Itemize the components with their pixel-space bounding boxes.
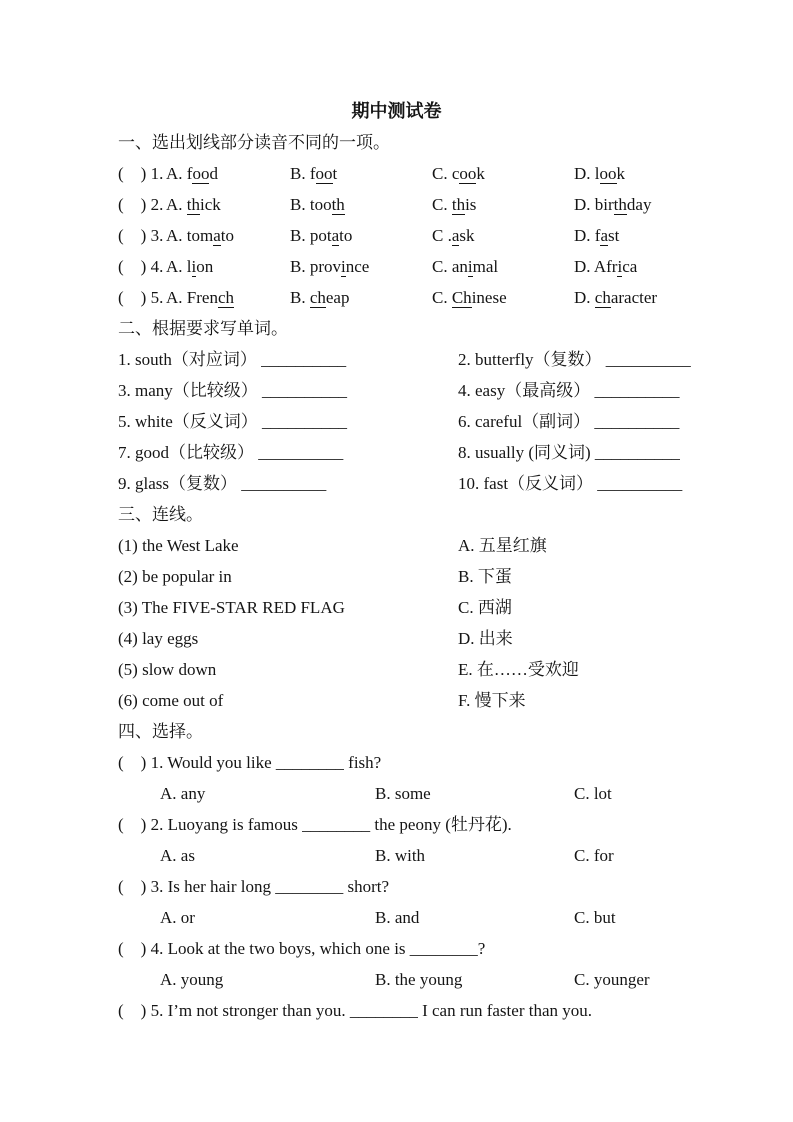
matching-row bbox=[0, 561, 793, 592]
word-underlined: i bbox=[617, 257, 623, 276]
matching-left-item: (5) slow down bbox=[118, 660, 217, 679]
word-underlined: i bbox=[191, 257, 197, 276]
word-post: aracter bbox=[610, 288, 658, 307]
matching-row bbox=[0, 592, 793, 623]
matching-left-item: (4) lay eggs bbox=[118, 629, 199, 648]
word-item: 8. usually (同义词) __________ bbox=[458, 443, 680, 462]
word-post: sk bbox=[459, 226, 475, 245]
word-item: 4. easy（最高级） __________ bbox=[458, 381, 680, 400]
answer-paren: ( ) 1. bbox=[118, 164, 164, 183]
word-pre: f bbox=[186, 164, 193, 183]
option-label: B. bbox=[290, 195, 310, 214]
option-c bbox=[432, 282, 574, 313]
option-label: D. bbox=[574, 288, 595, 307]
word-underlined: Ch bbox=[451, 288, 472, 307]
word-underlined: a bbox=[600, 226, 608, 245]
matching-row bbox=[0, 623, 793, 654]
option-b bbox=[290, 158, 432, 189]
choice-options-row bbox=[0, 778, 793, 809]
option-label: D. bbox=[574, 164, 595, 183]
matching-left-item: (1) the West Lake bbox=[118, 536, 239, 555]
option-c bbox=[432, 251, 574, 282]
choice-options-row bbox=[0, 840, 793, 871]
word-post: ca bbox=[622, 257, 638, 276]
choice-question-stem: ( ) 1. Would you like ________ fish? bbox=[118, 753, 382, 772]
answer-paren: ( ) 2. bbox=[118, 195, 164, 214]
matching-right-item: E. 在……受欢迎 bbox=[458, 660, 579, 679]
option-a: A. as bbox=[160, 846, 195, 865]
word-pre: Afr bbox=[593, 257, 618, 276]
word-post: d bbox=[209, 164, 218, 183]
option-b bbox=[290, 189, 432, 220]
answer-paren: ( ) 4. bbox=[118, 257, 164, 276]
option-a bbox=[166, 158, 290, 189]
option-c: C. lot bbox=[574, 784, 612, 803]
pronunciation-question-1 bbox=[0, 158, 793, 189]
word-post: on bbox=[196, 257, 214, 276]
option-label: A. bbox=[166, 226, 187, 245]
word-post: to bbox=[339, 226, 353, 245]
word-form-row bbox=[0, 406, 793, 437]
word-pre: l bbox=[186, 257, 192, 276]
word-underlined: th bbox=[613, 195, 627, 214]
option-c bbox=[432, 220, 574, 251]
option-label: C. bbox=[432, 288, 452, 307]
word-item: 7. good（比较级） __________ bbox=[118, 443, 344, 462]
word-post: st bbox=[608, 226, 620, 245]
option-b bbox=[290, 220, 432, 251]
word-underlined: i bbox=[341, 257, 346, 276]
option-a: A. any bbox=[160, 784, 206, 803]
option-d bbox=[574, 189, 793, 220]
option-label: A. bbox=[166, 164, 187, 183]
option-label: B. bbox=[290, 164, 310, 183]
option-a: A. young bbox=[160, 970, 224, 989]
option-label: D. bbox=[574, 226, 595, 245]
option-d bbox=[574, 220, 793, 251]
word-item: 1. south（对应词） __________ bbox=[118, 350, 347, 369]
word-pre: an bbox=[451, 257, 468, 276]
option-label: A. bbox=[166, 257, 187, 276]
word-underlined: ch bbox=[217, 288, 234, 307]
word-pre: c bbox=[451, 164, 460, 183]
word-pre: pot bbox=[309, 226, 332, 245]
section4-heading: 四、选择。 bbox=[118, 722, 203, 741]
option-label: B. bbox=[290, 257, 310, 276]
word-underlined: th bbox=[186, 195, 201, 214]
choice-question-stem: ( ) 5. I’m not stronger than you. ________ I can run faster than you. bbox=[118, 1001, 592, 1020]
pronunciation-question-3 bbox=[0, 220, 793, 251]
answer-paren: ( ) 5. bbox=[118, 288, 164, 307]
matching-left-item: (3) The FIVE-STAR RED FLAG bbox=[118, 598, 345, 617]
option-a bbox=[166, 251, 290, 282]
matching-row bbox=[0, 530, 793, 561]
section1-heading: 一、选出划线部分读音不同的一项。 bbox=[118, 133, 390, 152]
word-pre: f bbox=[594, 226, 601, 245]
pronunciation-question-5 bbox=[0, 282, 793, 313]
word-post: nce bbox=[345, 257, 370, 276]
word-post: day bbox=[626, 195, 652, 214]
option-c: C. but bbox=[574, 908, 616, 927]
option-b: B. with bbox=[375, 846, 426, 865]
word-underlined: oo bbox=[459, 164, 477, 183]
option-label: A. bbox=[166, 288, 187, 307]
word-post: to bbox=[220, 226, 235, 245]
word-form-row bbox=[0, 344, 793, 375]
option-label: B. bbox=[290, 226, 310, 245]
matching-right-item: A. 五星红旗 bbox=[458, 536, 547, 555]
word-underlined: ch bbox=[594, 288, 611, 307]
word-post: eap bbox=[325, 288, 350, 307]
word-pre: f bbox=[309, 164, 316, 183]
option-d bbox=[574, 251, 793, 282]
option-b: B. and bbox=[375, 908, 420, 927]
option-b bbox=[290, 282, 432, 313]
word-item: 6. careful（副词） __________ bbox=[458, 412, 680, 431]
word-form-row bbox=[0, 468, 793, 499]
pronunciation-question-2 bbox=[0, 189, 793, 220]
option-a bbox=[166, 189, 290, 220]
word-pre: too bbox=[309, 195, 332, 214]
word-pre: bir bbox=[594, 195, 614, 214]
pronunciation-question-4 bbox=[0, 251, 793, 282]
matching-left-item: (6) come out of bbox=[118, 691, 224, 710]
word-underlined: ch bbox=[309, 288, 326, 307]
word-underlined: oo bbox=[192, 164, 210, 183]
word-underlined: oo bbox=[599, 164, 617, 183]
word-underlined: a bbox=[213, 226, 221, 245]
word-pre: Fren bbox=[186, 288, 218, 307]
page-title: 期中测试卷 bbox=[351, 101, 442, 121]
choice-question-stem: ( ) 4. Look at the two boys, which one is ________? bbox=[118, 939, 486, 958]
word-underlined: th bbox=[451, 195, 466, 214]
option-label: A. bbox=[166, 195, 187, 214]
word-item: 3. many（比较级） __________ bbox=[118, 381, 348, 400]
matching-row bbox=[0, 685, 793, 716]
choice-options-row bbox=[0, 902, 793, 933]
matching-left-item: (2) be popular in bbox=[118, 567, 232, 586]
option-c bbox=[432, 158, 574, 189]
option-b: B. the young bbox=[375, 970, 463, 989]
word-post: t bbox=[332, 164, 338, 183]
matching-right-item: B. 下蛋 bbox=[458, 567, 512, 586]
word-pre: l bbox=[594, 164, 600, 183]
word-underlined: a bbox=[331, 226, 340, 245]
word-post: inese bbox=[471, 288, 507, 307]
option-d bbox=[574, 158, 793, 189]
word-post: ick bbox=[200, 195, 221, 214]
choice-question-stem: ( ) 2. Luoyang is famous ________ the peony (牡丹花). bbox=[118, 815, 512, 834]
word-underlined: a bbox=[451, 226, 460, 245]
option-c: C. for bbox=[574, 846, 614, 865]
choice-options-row bbox=[0, 964, 793, 995]
option-label: C. bbox=[432, 164, 452, 183]
word-form-row bbox=[0, 437, 793, 468]
option-label: D. bbox=[574, 195, 595, 214]
option-c bbox=[432, 189, 574, 220]
option-b bbox=[290, 251, 432, 282]
option-b: B. some bbox=[375, 784, 431, 803]
choice-question-stem: ( ) 3. Is her hair long ________ short? bbox=[118, 877, 390, 896]
option-a: A. or bbox=[160, 908, 195, 927]
option-c: C. younger bbox=[574, 970, 650, 989]
word-post: k bbox=[476, 164, 485, 183]
word-post: is bbox=[465, 195, 477, 214]
option-label: C. bbox=[432, 257, 452, 276]
option-a bbox=[166, 220, 290, 251]
section2-heading: 二、根据要求写单词。 bbox=[118, 319, 288, 338]
word-form-row bbox=[0, 375, 793, 406]
word-item: 5. white（反义词） __________ bbox=[118, 412, 348, 431]
word-underlined: oo bbox=[315, 164, 333, 183]
word-item: 9. glass（复数） __________ bbox=[118, 474, 327, 493]
matching-right-item: F. 慢下来 bbox=[458, 691, 526, 710]
matching-right-item: C. 西湖 bbox=[458, 598, 512, 617]
word-item: 2. butterfly（复数） __________ bbox=[458, 350, 691, 369]
word-underlined: th bbox=[331, 195, 345, 214]
matching-row bbox=[0, 654, 793, 685]
option-label: C. bbox=[432, 195, 452, 214]
word-item: 10. fast（反义词） __________ bbox=[458, 474, 683, 493]
matching-right-item: D. 出来 bbox=[458, 629, 513, 648]
option-label: B. bbox=[290, 288, 310, 307]
word-pre: prov bbox=[309, 257, 342, 276]
word-post: k bbox=[616, 164, 626, 183]
option-a bbox=[166, 282, 290, 313]
answer-paren: ( ) 3. bbox=[118, 226, 164, 245]
word-underlined: i bbox=[467, 257, 473, 276]
option-label: C . bbox=[432, 226, 452, 245]
option-d bbox=[574, 282, 793, 313]
option-label: D. bbox=[574, 257, 594, 276]
word-post: mal bbox=[472, 257, 499, 276]
word-pre: tom bbox=[186, 226, 214, 245]
section3-heading: 三、连线。 bbox=[118, 505, 203, 524]
